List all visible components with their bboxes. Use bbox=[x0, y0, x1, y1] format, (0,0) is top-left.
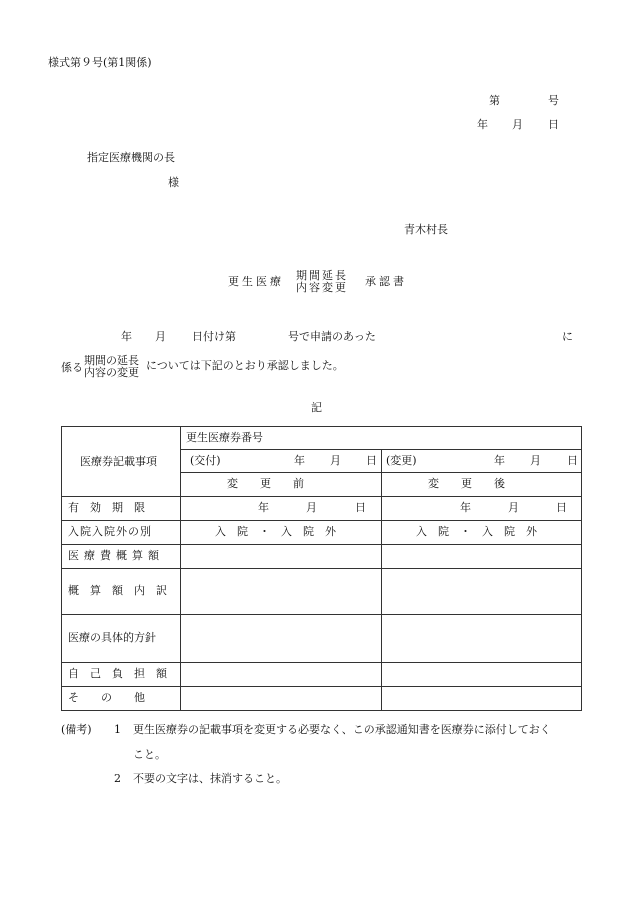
body-month: 月 bbox=[155, 330, 166, 343]
body-stack-top: 期間の延長 bbox=[84, 354, 139, 367]
note-2-text: 不要の文字は、抹消すること。 bbox=[133, 772, 287, 785]
body-kakaru: 係る bbox=[61, 361, 83, 374]
body-year: 年 bbox=[121, 330, 132, 343]
period-after-year: 年 bbox=[460, 501, 471, 514]
table-line bbox=[61, 662, 582, 663]
after-header: 変 更 後 bbox=[428, 477, 505, 490]
issued-month: 月 bbox=[330, 454, 341, 467]
other-label: そ の 他 bbox=[68, 691, 145, 704]
inout-after: 入 院 ・ 入 院 外 bbox=[416, 525, 537, 538]
number-prefix: 第 bbox=[489, 94, 500, 107]
table-border-left bbox=[61, 426, 62, 711]
table-line bbox=[61, 686, 582, 687]
note-1-text: 更生医療券の記載事項を変更する必要なく、この承認通知書を医療券に添付しておく bbox=[133, 723, 551, 736]
table-line bbox=[61, 568, 582, 569]
breakdown-label: 概 算 額 内 訳 bbox=[68, 584, 167, 597]
table-line bbox=[61, 496, 582, 497]
body-ni: に bbox=[562, 330, 573, 343]
period-after-month: 月 bbox=[508, 501, 519, 514]
changed-label: (変更) bbox=[386, 454, 417, 467]
inout-label: 入院入院外の別 bbox=[68, 525, 152, 538]
issued-label: (交付) bbox=[190, 454, 221, 467]
before-header: 変 更 前 bbox=[227, 477, 304, 490]
copay-label: 自 己 負 担 額 bbox=[68, 667, 167, 680]
table-border-top bbox=[61, 426, 582, 427]
table-border-bottom bbox=[61, 710, 582, 711]
addressee-honorific: 様 bbox=[168, 176, 179, 189]
body-dated: 日付け第 bbox=[192, 330, 236, 343]
date-month: 月 bbox=[512, 118, 523, 131]
table-line bbox=[180, 426, 181, 711]
sender-name: 青木村長 bbox=[404, 223, 448, 236]
period-before-year: 年 bbox=[258, 501, 269, 514]
title-left: 更生医療 bbox=[228, 275, 284, 288]
notes-label: (備考) bbox=[61, 723, 92, 736]
policy-label: 医療の具体的方針 bbox=[68, 631, 156, 644]
card-number-label: 更生医療券番号 bbox=[186, 431, 263, 444]
changed-year: 年 bbox=[494, 454, 505, 467]
note-1-text-cont: こと。 bbox=[133, 748, 166, 761]
title-right: 承認書 bbox=[365, 275, 407, 288]
table-border-right bbox=[581, 426, 582, 711]
number-suffix: 号 bbox=[548, 94, 559, 107]
period-before-day: 日 bbox=[355, 501, 366, 514]
period-before-month: 月 bbox=[306, 501, 317, 514]
table-line bbox=[61, 520, 582, 521]
addressee-name: 指定医療機関の長 bbox=[87, 151, 175, 164]
body-stack-bottom: 内容の変更 bbox=[84, 365, 139, 379]
body-stack bbox=[84, 355, 139, 378]
table-line bbox=[61, 614, 582, 615]
table-line bbox=[61, 544, 582, 545]
table-line bbox=[381, 449, 382, 711]
changed-day: 日 bbox=[567, 454, 578, 467]
ki-heading: 記 bbox=[311, 401, 322, 414]
estimate-label: 医療費概算額 bbox=[68, 549, 164, 562]
form-label: 様式第９号(第1関係) bbox=[48, 56, 152, 69]
title-stack-bottom: 内容変更 bbox=[296, 280, 348, 294]
changed-month: 月 bbox=[530, 454, 541, 467]
period-label: 有 効 期 限 bbox=[68, 501, 145, 514]
title-stack-top: 期間延長 bbox=[296, 269, 348, 282]
date-day: 日 bbox=[548, 118, 559, 131]
date-year: 年 bbox=[477, 118, 488, 131]
title-stack bbox=[296, 270, 348, 293]
body-rest: については下記のとおり承認しました。 bbox=[146, 359, 344, 372]
note-1-number: 1 bbox=[114, 723, 121, 736]
inout-before: 入 院 ・ 入 院 外 bbox=[215, 525, 336, 538]
issued-year: 年 bbox=[294, 454, 305, 467]
note-2-number: 2 bbox=[114, 772, 121, 785]
issued-day: 日 bbox=[366, 454, 377, 467]
period-after-day: 日 bbox=[556, 501, 567, 514]
body-applied: 号で申請のあった bbox=[288, 330, 376, 343]
card-header: 医療券記載事項 bbox=[80, 455, 157, 468]
